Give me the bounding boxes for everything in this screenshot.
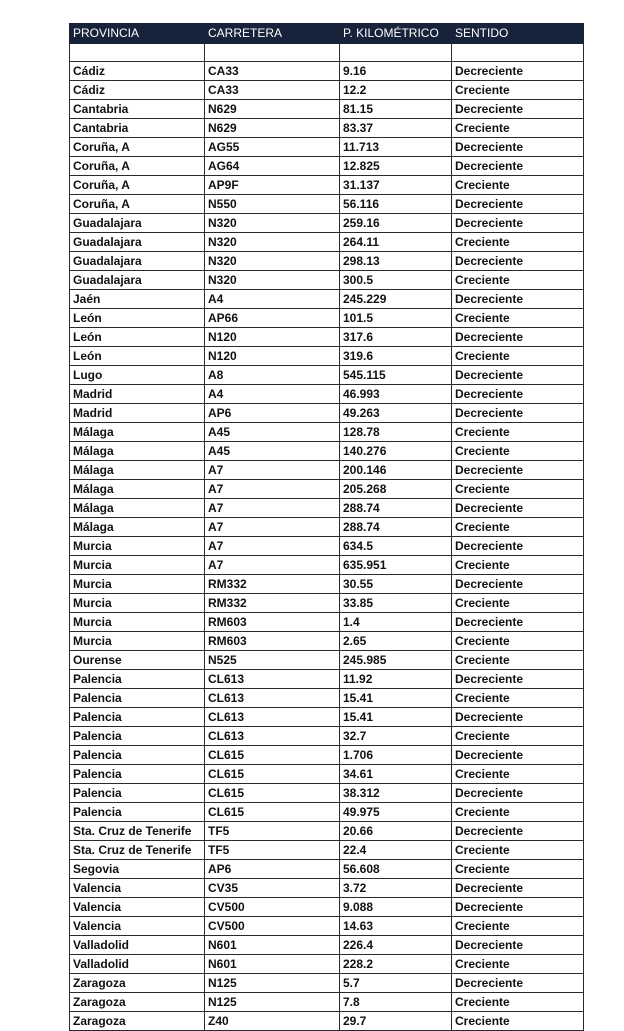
table-row — [70, 214, 584, 233]
cell-sentido: Creciente — [452, 119, 584, 138]
column-header-punto-kilometrico: P. KILOMÉTRICO — [340, 24, 452, 44]
cell-punto-kilometrico: 11.92 — [340, 670, 452, 689]
table-row — [70, 917, 584, 936]
cell-sentido: Decreciente — [452, 214, 584, 233]
cell-carretera: CL615 — [205, 803, 340, 822]
cell-carretera: CV500 — [205, 898, 340, 917]
table-row — [70, 537, 584, 556]
cell-carretera: A45 — [205, 442, 340, 461]
cell-carretera: CA33 — [205, 62, 340, 81]
table-row — [70, 385, 584, 404]
cell-sentido: Decreciente — [452, 62, 584, 81]
table-row — [70, 347, 584, 366]
cell-carretera: AG64 — [205, 157, 340, 176]
table-row — [70, 632, 584, 651]
cell-provincia: León — [70, 347, 205, 366]
cell-punto-kilometrico: 128.78 — [340, 423, 452, 442]
cell-provincia: Murcia — [70, 537, 205, 556]
cell-provincia: Lugo — [70, 366, 205, 385]
cell-sentido: Creciente — [452, 271, 584, 290]
cell-sentido: Decreciente — [452, 898, 584, 917]
cell-provincia: Málaga — [70, 480, 205, 499]
cell-provincia: Palencia — [70, 689, 205, 708]
cell-carretera: A7 — [205, 518, 340, 537]
cell-sentido: Creciente — [452, 442, 584, 461]
table-row — [70, 81, 584, 100]
cell-punto-kilometrico: 545.115 — [340, 366, 452, 385]
cell-carretera: A7 — [205, 537, 340, 556]
table-body — [70, 44, 584, 1031]
table-row — [70, 404, 584, 423]
cell-provincia: Madrid — [70, 385, 205, 404]
cell-punto-kilometrico: 56.608 — [340, 860, 452, 879]
cell-carretera: N125 — [205, 974, 340, 993]
cell-sentido: Creciente — [452, 176, 584, 195]
cell-carretera: A8 — [205, 366, 340, 385]
cell-carretera: A4 — [205, 385, 340, 404]
cell-provincia: Coruña, A — [70, 157, 205, 176]
table-row — [70, 499, 584, 518]
cell-sentido: Decreciente — [452, 290, 584, 309]
cell-punto-kilometrico: 2.65 — [340, 632, 452, 651]
table-row — [70, 100, 584, 119]
cell-punto-kilometrico: 15.41 — [340, 689, 452, 708]
cell-sentido: Creciente — [452, 1012, 584, 1031]
cell-punto-kilometrico: 634.5 — [340, 537, 452, 556]
table-row — [70, 233, 584, 252]
cell-carretera: CV500 — [205, 917, 340, 936]
header-row — [70, 24, 584, 44]
cell-sentido: Creciente — [452, 347, 584, 366]
cell-punto-kilometrico: 12.825 — [340, 157, 452, 176]
cell-punto-kilometrico: 49.263 — [340, 404, 452, 423]
cell-carretera: N125 — [205, 993, 340, 1012]
cell-carretera: CL613 — [205, 708, 340, 727]
cell-provincia: Valencia — [70, 879, 205, 898]
table-row — [70, 575, 584, 594]
cell-provincia: Guadalajara — [70, 214, 205, 233]
cell-provincia: Cantabria — [70, 100, 205, 119]
table-row — [70, 670, 584, 689]
cell-punto-kilometrico: 11.713 — [340, 138, 452, 157]
cell-carretera: N601 — [205, 955, 340, 974]
table-row — [70, 138, 584, 157]
cell-sentido: Decreciente — [452, 461, 584, 480]
cell-provincia: Jaén — [70, 290, 205, 309]
cell-sentido: Decreciente — [452, 157, 584, 176]
cell-punto-kilometrico: 5.7 — [340, 974, 452, 993]
blank-row — [70, 44, 584, 62]
cell-provincia: Murcia — [70, 594, 205, 613]
table-row — [70, 328, 584, 347]
cell-sentido: Decreciente — [452, 366, 584, 385]
cell-sentido: Creciente — [452, 689, 584, 708]
table-row — [70, 860, 584, 879]
cell-carretera: N550 — [205, 195, 340, 214]
cell-carretera: N120 — [205, 328, 340, 347]
column-header-carretera: CARRETERA — [205, 24, 340, 44]
table-row — [70, 784, 584, 803]
column-header-sentido: SENTIDO — [452, 24, 584, 44]
table-row — [70, 157, 584, 176]
table-header — [70, 24, 584, 44]
cell-sentido: Creciente — [452, 651, 584, 670]
table-row — [70, 556, 584, 575]
cell-carretera: A7 — [205, 480, 340, 499]
cell-provincia: Sta. Cruz de Tenerife — [70, 822, 205, 841]
cell-provincia: Zaragoza — [70, 993, 205, 1012]
cell-provincia: Palencia — [70, 746, 205, 765]
cell-carretera: RM603 — [205, 613, 340, 632]
table-row — [70, 727, 584, 746]
cell-provincia: Palencia — [70, 708, 205, 727]
cell-sentido: Decreciente — [452, 404, 584, 423]
cell-punto-kilometrico: 1.706 — [340, 746, 452, 765]
cell-sentido: Decreciente — [452, 537, 584, 556]
cell-sentido: Creciente — [452, 993, 584, 1012]
cell-punto-kilometrico: 9.088 — [340, 898, 452, 917]
table-row — [70, 518, 584, 537]
cell-punto-kilometrico: 259.16 — [340, 214, 452, 233]
cell-provincia: Málaga — [70, 518, 205, 537]
cell-provincia: Palencia — [70, 765, 205, 784]
cell-carretera: A7 — [205, 556, 340, 575]
table-row — [70, 955, 584, 974]
table-row — [70, 290, 584, 309]
cell-provincia: Palencia — [70, 784, 205, 803]
cell-punto-kilometrico: 200.146 — [340, 461, 452, 480]
cell-punto-kilometrico: 32.7 — [340, 727, 452, 746]
cell-provincia: Palencia — [70, 670, 205, 689]
radar-locations-table — [69, 23, 584, 1031]
cell-sentido: Creciente — [452, 81, 584, 100]
cell-sentido: Creciente — [452, 727, 584, 746]
cell-carretera: Z40 — [205, 1012, 340, 1031]
cell-carretera: N320 — [205, 252, 340, 271]
table-row — [70, 689, 584, 708]
cell-punto-kilometrico: 300.5 — [340, 271, 452, 290]
cell-carretera: A4 — [205, 290, 340, 309]
cell-provincia: Cádiz — [70, 62, 205, 81]
table-row — [70, 613, 584, 632]
empty-cell — [205, 44, 340, 62]
cell-carretera: N320 — [205, 271, 340, 290]
cell-punto-kilometrico: 288.74 — [340, 518, 452, 537]
table-row — [70, 62, 584, 81]
cell-sentido: Creciente — [452, 480, 584, 499]
cell-provincia: Valencia — [70, 898, 205, 917]
cell-sentido: Creciente — [452, 955, 584, 974]
table-row — [70, 993, 584, 1012]
cell-carretera: CA33 — [205, 81, 340, 100]
cell-provincia: Coruña, A — [70, 138, 205, 157]
cell-punto-kilometrico: 319.6 — [340, 347, 452, 366]
table-row — [70, 442, 584, 461]
cell-punto-kilometrico: 33.85 — [340, 594, 452, 613]
cell-provincia: Murcia — [70, 575, 205, 594]
cell-provincia: Málaga — [70, 461, 205, 480]
cell-sentido: Decreciente — [452, 974, 584, 993]
table-row — [70, 898, 584, 917]
cell-carretera: AP6 — [205, 404, 340, 423]
cell-punto-kilometrico: 1.4 — [340, 613, 452, 632]
cell-provincia: Murcia — [70, 556, 205, 575]
cell-sentido: Creciente — [452, 765, 584, 784]
cell-provincia: Guadalajara — [70, 271, 205, 290]
table-row — [70, 461, 584, 480]
cell-carretera: N120 — [205, 347, 340, 366]
cell-punto-kilometrico: 83.37 — [340, 119, 452, 138]
cell-provincia: Murcia — [70, 613, 205, 632]
table-row — [70, 746, 584, 765]
table-row — [70, 195, 584, 214]
cell-punto-kilometrico: 81.15 — [340, 100, 452, 119]
cell-carretera: N320 — [205, 233, 340, 252]
cell-punto-kilometrico: 22.4 — [340, 841, 452, 860]
table-row — [70, 1012, 584, 1031]
cell-carretera: N320 — [205, 214, 340, 233]
table-row — [70, 936, 584, 955]
cell-provincia: Guadalajara — [70, 252, 205, 271]
table-row — [70, 252, 584, 271]
cell-provincia: Málaga — [70, 423, 205, 442]
cell-sentido: Decreciente — [452, 746, 584, 765]
cell-sentido: Decreciente — [452, 613, 584, 632]
cell-sentido: Decreciente — [452, 100, 584, 119]
cell-sentido: Creciente — [452, 423, 584, 442]
cell-carretera: CL615 — [205, 746, 340, 765]
table-row — [70, 765, 584, 784]
cell-punto-kilometrico: 245.229 — [340, 290, 452, 309]
cell-sentido: Decreciente — [452, 575, 584, 594]
cell-provincia: Madrid — [70, 404, 205, 423]
cell-carretera: AG55 — [205, 138, 340, 157]
cell-punto-kilometrico: 228.2 — [340, 955, 452, 974]
cell-sentido: Creciente — [452, 860, 584, 879]
cell-provincia: León — [70, 328, 205, 347]
table-row — [70, 271, 584, 290]
radar-locations-sheet — [69, 23, 583, 1031]
cell-punto-kilometrico: 264.11 — [340, 233, 452, 252]
table-row — [70, 841, 584, 860]
cell-carretera: RM332 — [205, 594, 340, 613]
cell-carretera: TF5 — [205, 841, 340, 860]
cell-carretera: RM603 — [205, 632, 340, 651]
cell-sentido: Decreciente — [452, 784, 584, 803]
cell-provincia: Cantabria — [70, 119, 205, 138]
cell-provincia: Ourense — [70, 651, 205, 670]
table-row — [70, 309, 584, 328]
cell-carretera: CL613 — [205, 727, 340, 746]
cell-provincia: Zaragoza — [70, 1012, 205, 1031]
cell-sentido: Decreciente — [452, 385, 584, 404]
cell-provincia: Sta. Cruz de Tenerife — [70, 841, 205, 860]
cell-provincia: Guadalajara — [70, 233, 205, 252]
cell-sentido: Creciente — [452, 632, 584, 651]
cell-punto-kilometrico: 9.16 — [340, 62, 452, 81]
empty-cell — [70, 44, 205, 62]
table-row — [70, 803, 584, 822]
cell-provincia: Segovia — [70, 860, 205, 879]
cell-sentido: Decreciente — [452, 670, 584, 689]
cell-provincia: León — [70, 309, 205, 328]
cell-sentido: Creciente — [452, 594, 584, 613]
cell-carretera: CV35 — [205, 879, 340, 898]
cell-sentido: Creciente — [452, 841, 584, 860]
cell-sentido: Creciente — [452, 233, 584, 252]
cell-sentido: Decreciente — [452, 328, 584, 347]
cell-carretera: CL615 — [205, 784, 340, 803]
cell-carretera: A7 — [205, 461, 340, 480]
cell-punto-kilometrico: 288.74 — [340, 499, 452, 518]
cell-punto-kilometrico: 30.55 — [340, 575, 452, 594]
cell-carretera: TF5 — [205, 822, 340, 841]
column-header-provincia: PROVINCIA — [70, 24, 205, 44]
cell-punto-kilometrico: 34.61 — [340, 765, 452, 784]
cell-punto-kilometrico: 226.4 — [340, 936, 452, 955]
table-row — [70, 366, 584, 385]
cell-sentido: Decreciente — [452, 879, 584, 898]
table-row — [70, 974, 584, 993]
cell-provincia: Cádiz — [70, 81, 205, 100]
cell-provincia: Málaga — [70, 499, 205, 518]
table-row — [70, 594, 584, 613]
cell-carretera: RM332 — [205, 575, 340, 594]
cell-provincia: Málaga — [70, 442, 205, 461]
cell-sentido: Decreciente — [452, 822, 584, 841]
table-row — [70, 822, 584, 841]
table-row — [70, 176, 584, 195]
cell-provincia: Valladolid — [70, 955, 205, 974]
cell-punto-kilometrico: 635.951 — [340, 556, 452, 575]
cell-carretera: N629 — [205, 119, 340, 138]
table-row — [70, 879, 584, 898]
cell-punto-kilometrico: 317.6 — [340, 328, 452, 347]
cell-carretera: CL615 — [205, 765, 340, 784]
cell-sentido: Decreciente — [452, 138, 584, 157]
cell-punto-kilometrico: 140.276 — [340, 442, 452, 461]
cell-provincia: Murcia — [70, 632, 205, 651]
table-row — [70, 423, 584, 442]
cell-provincia: Valencia — [70, 917, 205, 936]
table-row — [70, 119, 584, 138]
cell-provincia: Zaragoza — [70, 974, 205, 993]
cell-carretera: A45 — [205, 423, 340, 442]
cell-carretera: AP9F — [205, 176, 340, 195]
cell-punto-kilometrico: 3.72 — [340, 879, 452, 898]
cell-provincia: Coruña, A — [70, 176, 205, 195]
table-row — [70, 651, 584, 670]
cell-carretera: CL613 — [205, 689, 340, 708]
cell-punto-kilometrico: 7.8 — [340, 993, 452, 1012]
cell-carretera: AP66 — [205, 309, 340, 328]
cell-sentido: Decreciente — [452, 708, 584, 727]
cell-provincia: Palencia — [70, 803, 205, 822]
cell-punto-kilometrico: 56.116 — [340, 195, 452, 214]
cell-punto-kilometrico: 29.7 — [340, 1012, 452, 1031]
cell-punto-kilometrico: 205.268 — [340, 480, 452, 499]
cell-sentido: Decreciente — [452, 195, 584, 214]
cell-punto-kilometrico: 31.137 — [340, 176, 452, 195]
table-row — [70, 708, 584, 727]
cell-carretera: CL613 — [205, 670, 340, 689]
table-row — [70, 480, 584, 499]
cell-punto-kilometrico: 46.993 — [340, 385, 452, 404]
cell-carretera: A7 — [205, 499, 340, 518]
cell-carretera: N601 — [205, 936, 340, 955]
cell-punto-kilometrico: 101.5 — [340, 309, 452, 328]
cell-carretera: AP6 — [205, 860, 340, 879]
cell-punto-kilometrico: 20.66 — [340, 822, 452, 841]
cell-sentido: Decreciente — [452, 936, 584, 955]
cell-carretera: N525 — [205, 651, 340, 670]
cell-sentido: Decreciente — [452, 252, 584, 271]
cell-carretera: N629 — [205, 100, 340, 119]
cell-punto-kilometrico: 49.975 — [340, 803, 452, 822]
cell-punto-kilometrico: 15.41 — [340, 708, 452, 727]
cell-sentido: Decreciente — [452, 499, 584, 518]
cell-sentido: Creciente — [452, 309, 584, 328]
cell-sentido: Creciente — [452, 917, 584, 936]
cell-sentido: Creciente — [452, 556, 584, 575]
cell-punto-kilometrico: 14.63 — [340, 917, 452, 936]
cell-provincia: Valladolid — [70, 936, 205, 955]
cell-punto-kilometrico: 38.312 — [340, 784, 452, 803]
cell-punto-kilometrico: 12.2 — [340, 81, 452, 100]
empty-cell — [340, 44, 452, 62]
cell-punto-kilometrico: 298.13 — [340, 252, 452, 271]
cell-provincia: Coruña, A — [70, 195, 205, 214]
cell-sentido: Creciente — [452, 518, 584, 537]
cell-punto-kilometrico: 245.985 — [340, 651, 452, 670]
cell-sentido: Creciente — [452, 803, 584, 822]
empty-cell — [452, 44, 584, 62]
cell-provincia: Palencia — [70, 727, 205, 746]
